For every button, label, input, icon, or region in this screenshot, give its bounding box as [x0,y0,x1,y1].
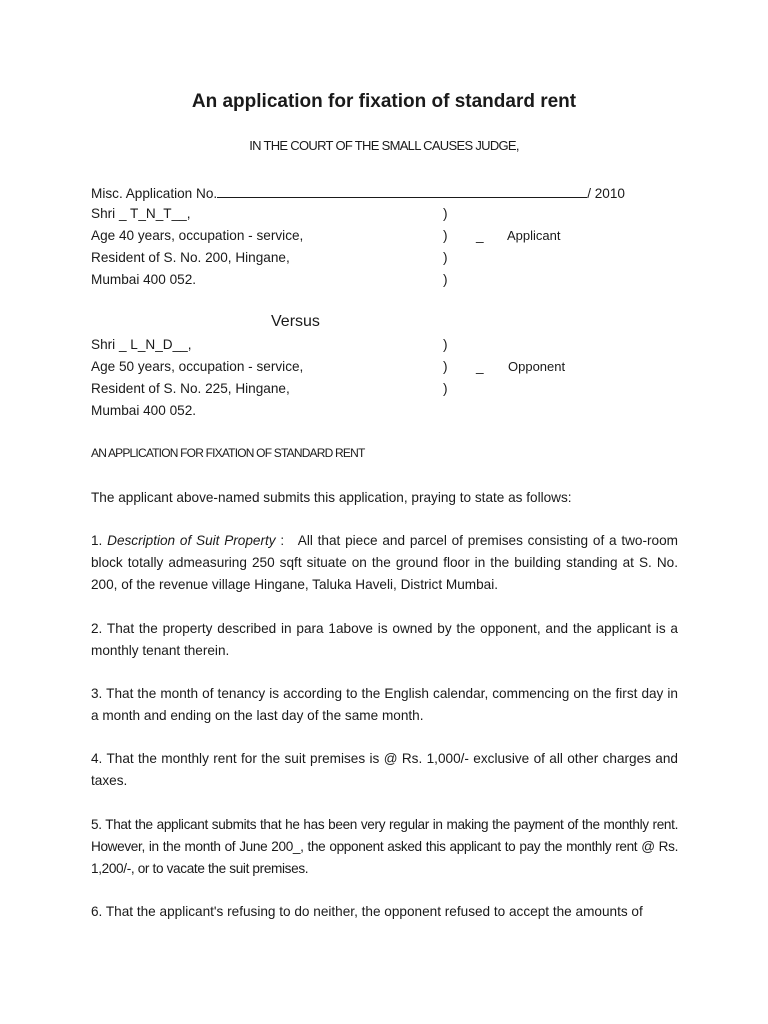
applicant-dash: _ [476,228,484,243]
misc-application-year: / 2010 [587,186,625,201]
paragraph-2: 2. That the property described in para 1above is owned by the opponent, and the applicant is a monthly tenant therein. [91,621,678,658]
bracket-paren: ) [443,359,448,374]
paragraph-5: 5. That the applicant submits that he has been very regular in making the payment of the monthly rent. However, in the month of June 200_, the opponent asked this applicant to pay the monthly rent @ Rs. 1,200/-, or to vacate the suit premises. [91,817,678,876]
document-title: An application for fixation of standard rent [191,91,577,112]
versus-label: Versus [271,313,320,330]
opponent-name: Shri _ L_N_D__, [91,337,192,352]
misc-application-line [91,184,625,201]
applicant-name: Shri _ T_N_T__, [91,206,191,221]
paragraph-1-colon: : [280,533,285,548]
paragraph-1-text: All that piece and parcel of premises consisting of a two-room block totally admeasuring 250 sqft situate on the ground floor in the building standing at S. No. 200, of the revenue village Hingane, Taluka Haveli, District Mumbai. [91,533,678,592]
paragraph-3: 3. That the month of tenancy is according to the English calendar, commencing on the first day in a month and ending on the last day of the same month. [91,686,678,723]
opponent-role-label: Opponent [508,359,566,374]
bracket-paren: ) [443,381,448,396]
bracket-paren: ) [443,228,448,243]
applicant-role-label: Applicant [507,228,561,243]
intro-paragraph: The applicant above-named submits this application, praying to state as follows: [91,490,572,505]
applicant-residence: Resident of S. No. 200, Hingane, [91,250,290,265]
bracket-paren: ) [443,206,448,221]
applicant-city: Mumbai 400 052. [91,272,197,287]
paragraph-1-number: 1. [91,533,103,548]
paragraph-1-label: Description of Suit Property [107,533,276,548]
opponent-residence: Resident of S. No. 225, Hingane, [91,381,290,396]
paragraph-1 [91,530,678,596]
opponent-age-occupation: Age 50 years, occupation - service, [91,359,304,374]
bracket-paren: ) [443,250,448,265]
applicant-age-occupation: Age 40 years, occupation - service, [91,228,304,243]
bracket-paren: ) [443,337,448,352]
paragraph-4: 4. That the monthly rent for the suit premises is @ Rs. 1,000/- exclusive of all other charges and taxes. [91,751,678,788]
bracket-paren: ) [443,272,448,287]
paragraph-6: 6. That the applicant's refusing to do neither, the opponent refused to accept the amounts of [91,904,643,919]
application-heading: AN APPLICATION FOR FIXATION OF STANDARD RENT [91,446,365,460]
opponent-dash: _ [476,359,484,374]
court-heading: IN THE COURT OF THE SMALL CAUSES JUDGE, [249,138,519,153]
misc-application-label: Misc. Application No. [91,186,218,201]
misc-application-number-blank [217,184,587,198]
opponent-city: Mumbai 400 052. [91,403,197,418]
